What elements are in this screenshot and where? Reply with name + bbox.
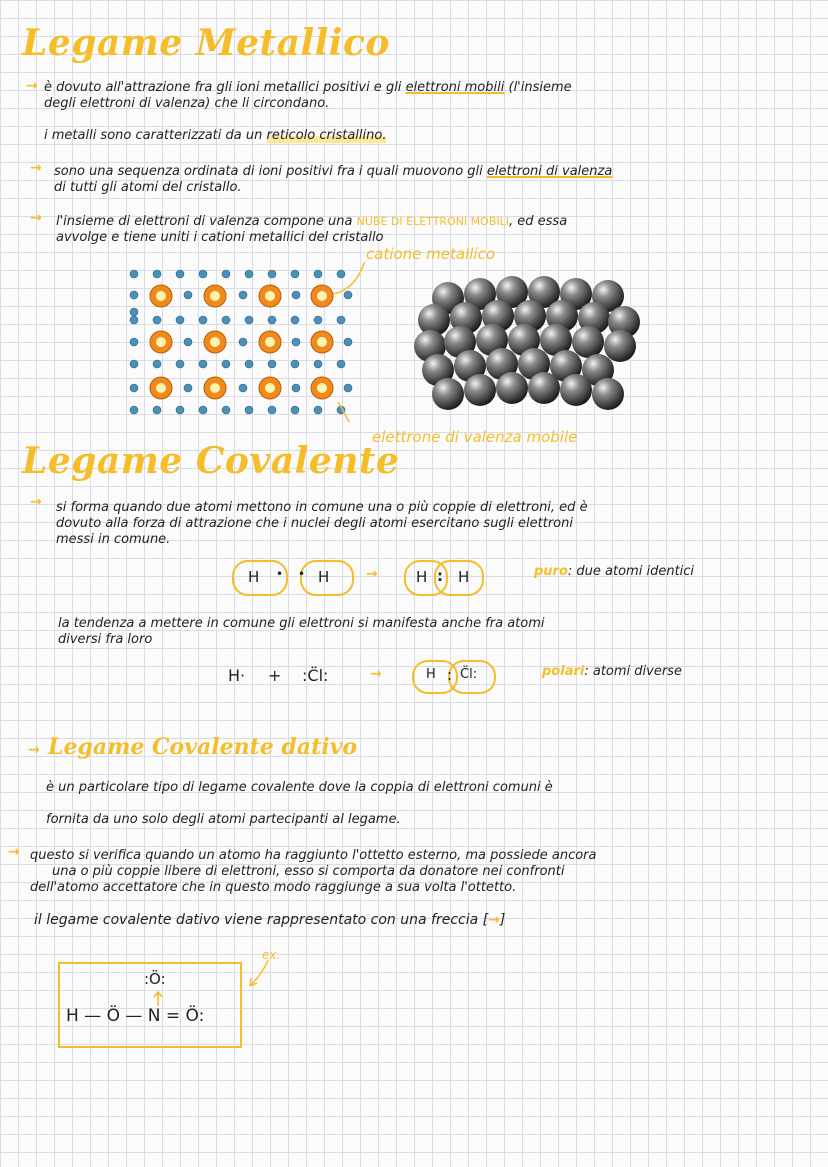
metallico-line-7: avvolge e tiene uniti i cationi metallici del cristallo [56, 230, 384, 245]
plus-sign: + [268, 666, 282, 685]
bullet-arrow-icon: → [28, 742, 40, 758]
shared-pair: : [437, 567, 443, 585]
h-atom-label: H [426, 667, 436, 682]
covalente-line-2: dovuto alla forza di attrazione che i nuclei degli atomi esercitano sugli elettroni [56, 516, 573, 531]
dativo-line-6: il legame covalente dativo viene rappresentato con una freccia [→] [34, 912, 506, 928]
covalente-line-5: diversi fra loro [58, 632, 153, 647]
metallico-line-1: è dovuto all'attrazione fra gli ioni metallici positivi e gli elettroni mobili (l'insieme [44, 80, 572, 95]
dativo-line-5: dell'atomo accettatore che in questo modo raggiunge a sua volta l'ottetto. [30, 880, 517, 895]
formula-top-oxygen: :Ö: [144, 970, 166, 988]
metallico-line-2: degli elettroni di valenza) che li circondano. [44, 96, 330, 111]
h-atom-label: H [458, 568, 470, 586]
covalente-line-1: si forma quando due atomi mettono in comune una o più coppie di elettroni, ed è [56, 500, 588, 515]
metallico-line-3: i metalli sono caratterizzati da un reticolo cristallino. [44, 128, 387, 143]
example-label: ex. [262, 948, 281, 962]
bullet-arrow-icon: → [30, 494, 42, 510]
shared-pair: : [447, 666, 453, 684]
reaction-arrow-icon: → [370, 666, 382, 682]
label-catione-metallico: catione metallico [366, 245, 496, 263]
bullet-arrow-icon: → [8, 844, 20, 860]
h-atom-label: H [318, 568, 330, 586]
title-legame-covalente-dativo: Legame Covalente dativo [48, 734, 358, 760]
covalente-line-4: la tendenza a mettere in comune gli elettroni si manifesta anche fra atomi [58, 616, 545, 631]
title-legame-covalente: Legame Covalente [22, 440, 400, 482]
metallico-line-4: sono una sequenza ordinata di ioni positivi fra i quali muovono gli elettroni di valenza [54, 164, 613, 179]
h-atom-label: H [248, 568, 260, 586]
h-atom-label: H [416, 568, 428, 586]
dativo-line-1: è un particolare tipo di legame covalente dove la coppia di elettroni comuni è [46, 780, 553, 795]
metallico-line-5: di tutti gli atomi del cristallo. [54, 180, 242, 195]
bullet-arrow-icon: → [30, 210, 42, 226]
reaction-arrow-icon: → [366, 566, 378, 582]
electron-dot: • [298, 567, 306, 581]
metallico-line-6: l'insieme di elettroni di valenza compone una NUBE DI ELETTRONI MOBILI, ed essa [56, 214, 568, 229]
cl-atom: :C̈l: [302, 666, 329, 685]
bullet-arrow-icon: → [30, 160, 42, 176]
title-legame-metallico: Legame Metallico [22, 22, 390, 64]
metallic-lattice-diagram [120, 262, 380, 422]
electron-dot: • [276, 567, 284, 581]
formula-main-chain: H — Ö — N = Ö: [66, 1006, 205, 1026]
puro-note: puro: due atomi identici [534, 564, 695, 579]
metal-crystal-spheres-image [408, 276, 648, 416]
bullet-arrow-icon: → [26, 78, 38, 94]
covalente-line-3: messi in comune. [56, 532, 171, 547]
example-pointer-arrow [244, 956, 274, 990]
label-elettrone-valenza-mobile: elettrone di valenza mobile [372, 428, 578, 446]
dativo-line-2: fornita da uno solo degli atomi partecipanti al legame. [46, 812, 401, 827]
polari-note: polari: atomi diverse [542, 664, 682, 679]
dativo-line-3: questo si verifica quando un atomo ha raggiunto l'ottetto esterno, ma possiede ancora [30, 848, 597, 863]
h-radical: H· [228, 666, 246, 685]
dativo-line-4: una o più coppie libere di elettroni, esso si comporta da donatore nei confronti [52, 864, 565, 879]
cl-atom-label: C̈l: [460, 667, 478, 682]
